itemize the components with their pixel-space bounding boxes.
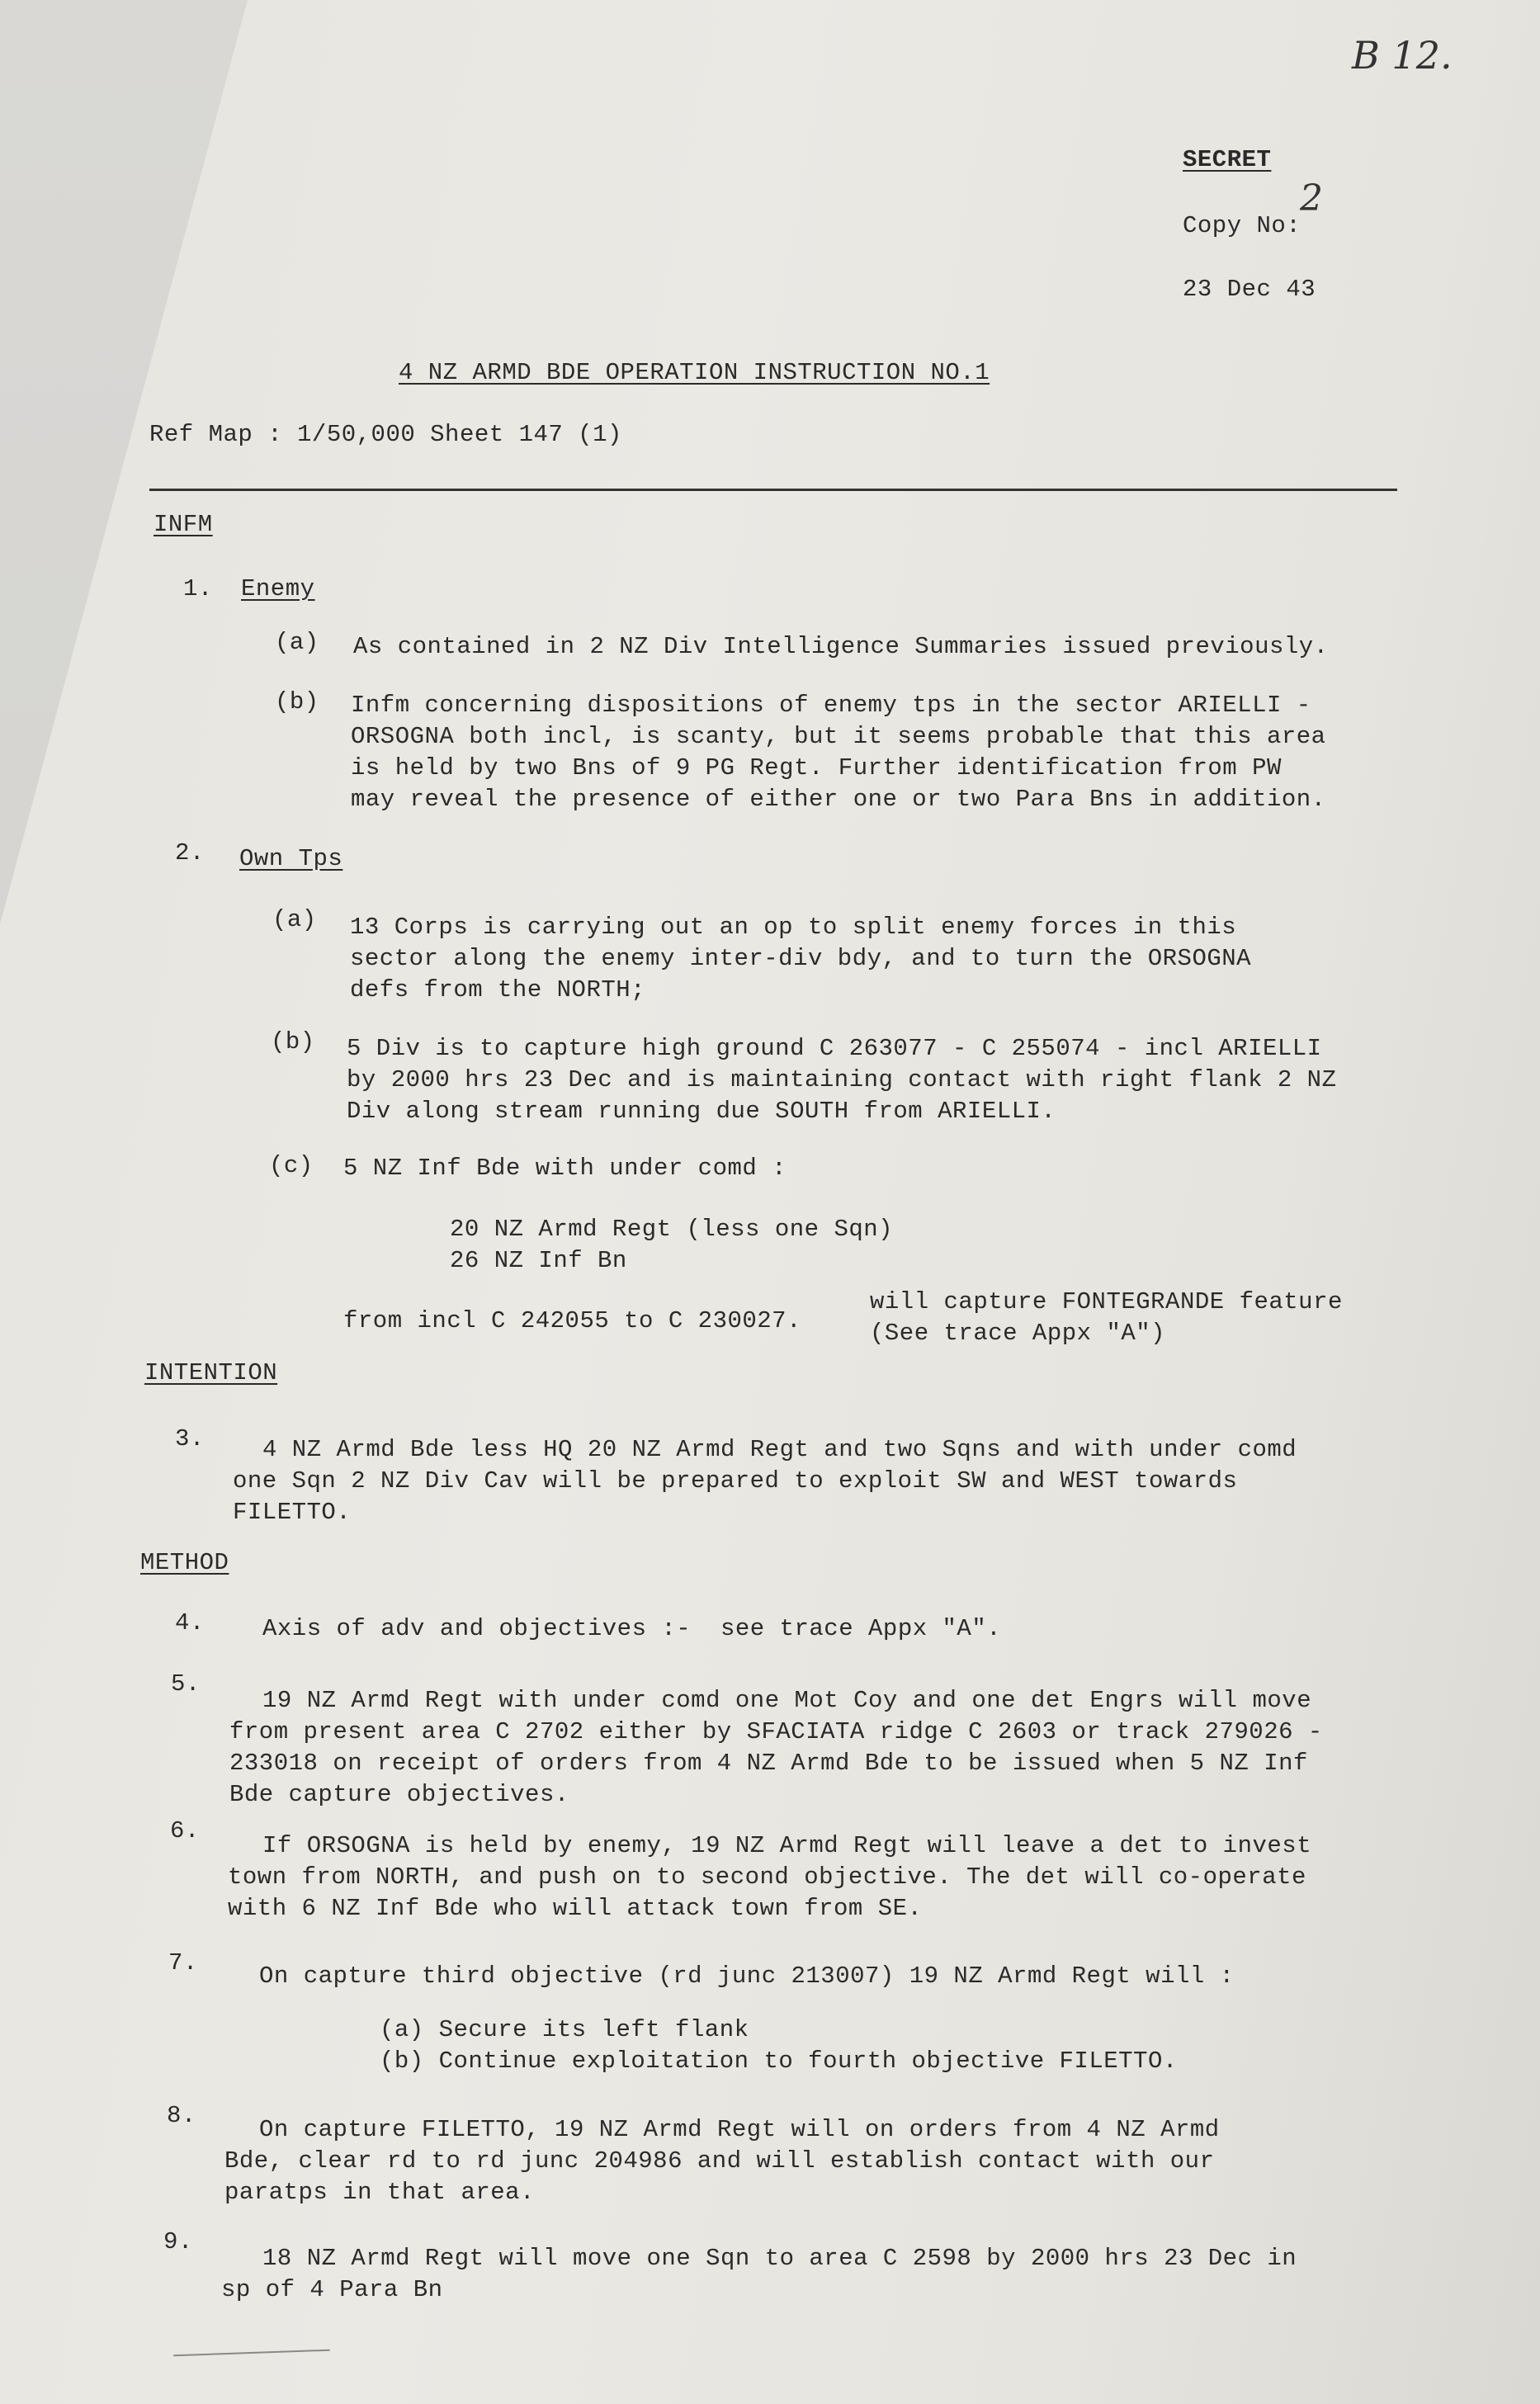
copy-number-label: Copy No: — [1183, 212, 1301, 239]
text-line: sp of 4 Para Bn — [221, 2276, 443, 2303]
para-number: 6. — [170, 1817, 200, 1844]
text-line: On capture FILETTO, 19 NZ Armd Regt will on orders from 4 NZ Armd — [259, 2116, 1220, 2143]
text-line: from incl C 242055 to C 230027. — [343, 1307, 801, 1334]
text-line: Bde, clear rd to rd junc 204986 and will establish contact with our — [224, 2147, 1215, 2175]
horizontal-rule — [149, 489, 1397, 491]
document-date: 23 Dec 43 — [1183, 276, 1316, 303]
text-line: ORSOGNA both incl, is scanty, but it seems probable that this area — [351, 723, 1326, 750]
text-line: 233018 on receipt of orders from 4 NZ Armd Bde to be issued when 5 NZ Inf — [229, 1750, 1308, 1777]
text-line: paratps in that area. — [224, 2179, 535, 2206]
text-line: defs from the NORTH; — [350, 976, 646, 1004]
subpara-label: (a) — [275, 629, 319, 656]
para-heading-enemy: Enemy — [241, 575, 315, 602]
subpara-label: (c) — [269, 1152, 314, 1179]
text-line: by 2000 hrs 23 Dec and is maintaining contact with right flank 2 NZ — [347, 1066, 1337, 1093]
copy-number-handwritten: 2 — [1300, 177, 1323, 220]
text-line: FILETTO. — [233, 1499, 352, 1526]
text-line: one Sqn 2 NZ Div Cav will be prepared to exploit SW and WEST towards — [233, 1467, 1238, 1495]
reference-map: Ref Map : 1/50,000 Sheet 147 (1) — [149, 421, 622, 448]
text-line: If ORSOGNA is held by enemy, 19 NZ Armd Regt will leave a det to invest — [262, 1832, 1312, 1859]
subpara-label: (b) — [275, 688, 319, 716]
para-number: 5. — [171, 1670, 201, 1698]
text-line: will capture FONTEGRANDE feature — [870, 1288, 1343, 1315]
para-number: 1. — [183, 575, 213, 602]
text-line: 26 NZ Inf Bn — [450, 1247, 627, 1274]
text-line: town from NORTH, and push on to second objective. The det will co-operate — [228, 1863, 1306, 1891]
subpara-label: (b) — [271, 1028, 315, 1056]
text-line: 18 NZ Armd Regt will move one Sqn to area C 2598 by 2000 hrs 23 Dec in — [262, 2245, 1297, 2272]
text-line: from present area C 2702 either by SFACIATA ridge C 2603 or track 279026 - — [229, 1718, 1323, 1745]
subpara-label: (a) — [272, 906, 317, 933]
text-line: Bde capture objectives. — [229, 1781, 569, 1808]
text-line: 5 NZ Inf Bde with under comd : — [343, 1155, 787, 1182]
text-line: may reveal the presence of either one or two Para Bns in addition. — [351, 786, 1326, 813]
text-line: 13 Corps is carrying out an op to split enemy forces in this — [350, 914, 1237, 941]
text-line: with 6 NZ Inf Bde who will attack town from SE. — [228, 1895, 923, 1922]
text-line: 19 NZ Armd Regt with under comd one Mot Coy and one det Engrs will move — [262, 1687, 1312, 1714]
classification-marking: SECRET — [1183, 146, 1272, 173]
para-heading-own-tps: Own Tps — [239, 845, 343, 872]
text-line: On capture third objective (rd junc 213007) 19 NZ Armd Regt will : — [259, 1962, 1235, 1990]
text-line: As contained in 2 NZ Div Intelligence Summaries issued previously. — [353, 633, 1329, 660]
text-line: is held by two Bns of 9 PG Regt. Further identification from PW — [351, 754, 1282, 782]
para-number: 8. — [167, 2102, 196, 2129]
para-number: 2. — [175, 839, 205, 867]
text-line: sector along the enemy inter-div bdy, and to turn the ORSOGNA — [350, 945, 1252, 972]
text-line: 5 Div is to capture high ground C 263077 - C 255074 - incl ARIELLI — [347, 1035, 1322, 1062]
text-line: Axis of adv and objectives :- see trace Appx "A". — [262, 1615, 1002, 1642]
text-line: (a) Secure its left flank — [380, 2016, 749, 2043]
handwritten-annotation: B 12. — [1352, 33, 1453, 78]
document-title: 4 NZ ARMD BDE OPERATION INSTRUCTION NO.1 — [399, 359, 990, 386]
para-number: 3. — [175, 1425, 205, 1452]
para-number: 9. — [163, 2228, 193, 2255]
section-heading-intention: INTENTION — [144, 1359, 278, 1386]
section-heading-method: METHOD — [140, 1549, 229, 1576]
text-line: 4 NZ Armd Bde less HQ 20 NZ Armd Regt and two Sqns and with under comd — [262, 1436, 1297, 1463]
para-number: 4. — [175, 1609, 205, 1637]
text-line: (See trace Appx "A") — [870, 1320, 1166, 1347]
text-line: Div along stream running due SOUTH from ARIELLI. — [347, 1098, 1056, 1125]
text-line: Infm concerning dispositions of enemy tps in the sector ARIELLI - — [351, 692, 1311, 719]
text-line: 20 NZ Armd Regt (less one Sqn) — [450, 1216, 894, 1243]
section-heading-infm: INFM — [154, 511, 213, 538]
text-line: (b) Continue exploitation to fourth objective FILETTO. — [380, 2047, 1178, 2075]
para-number: 7. — [168, 1949, 198, 1977]
